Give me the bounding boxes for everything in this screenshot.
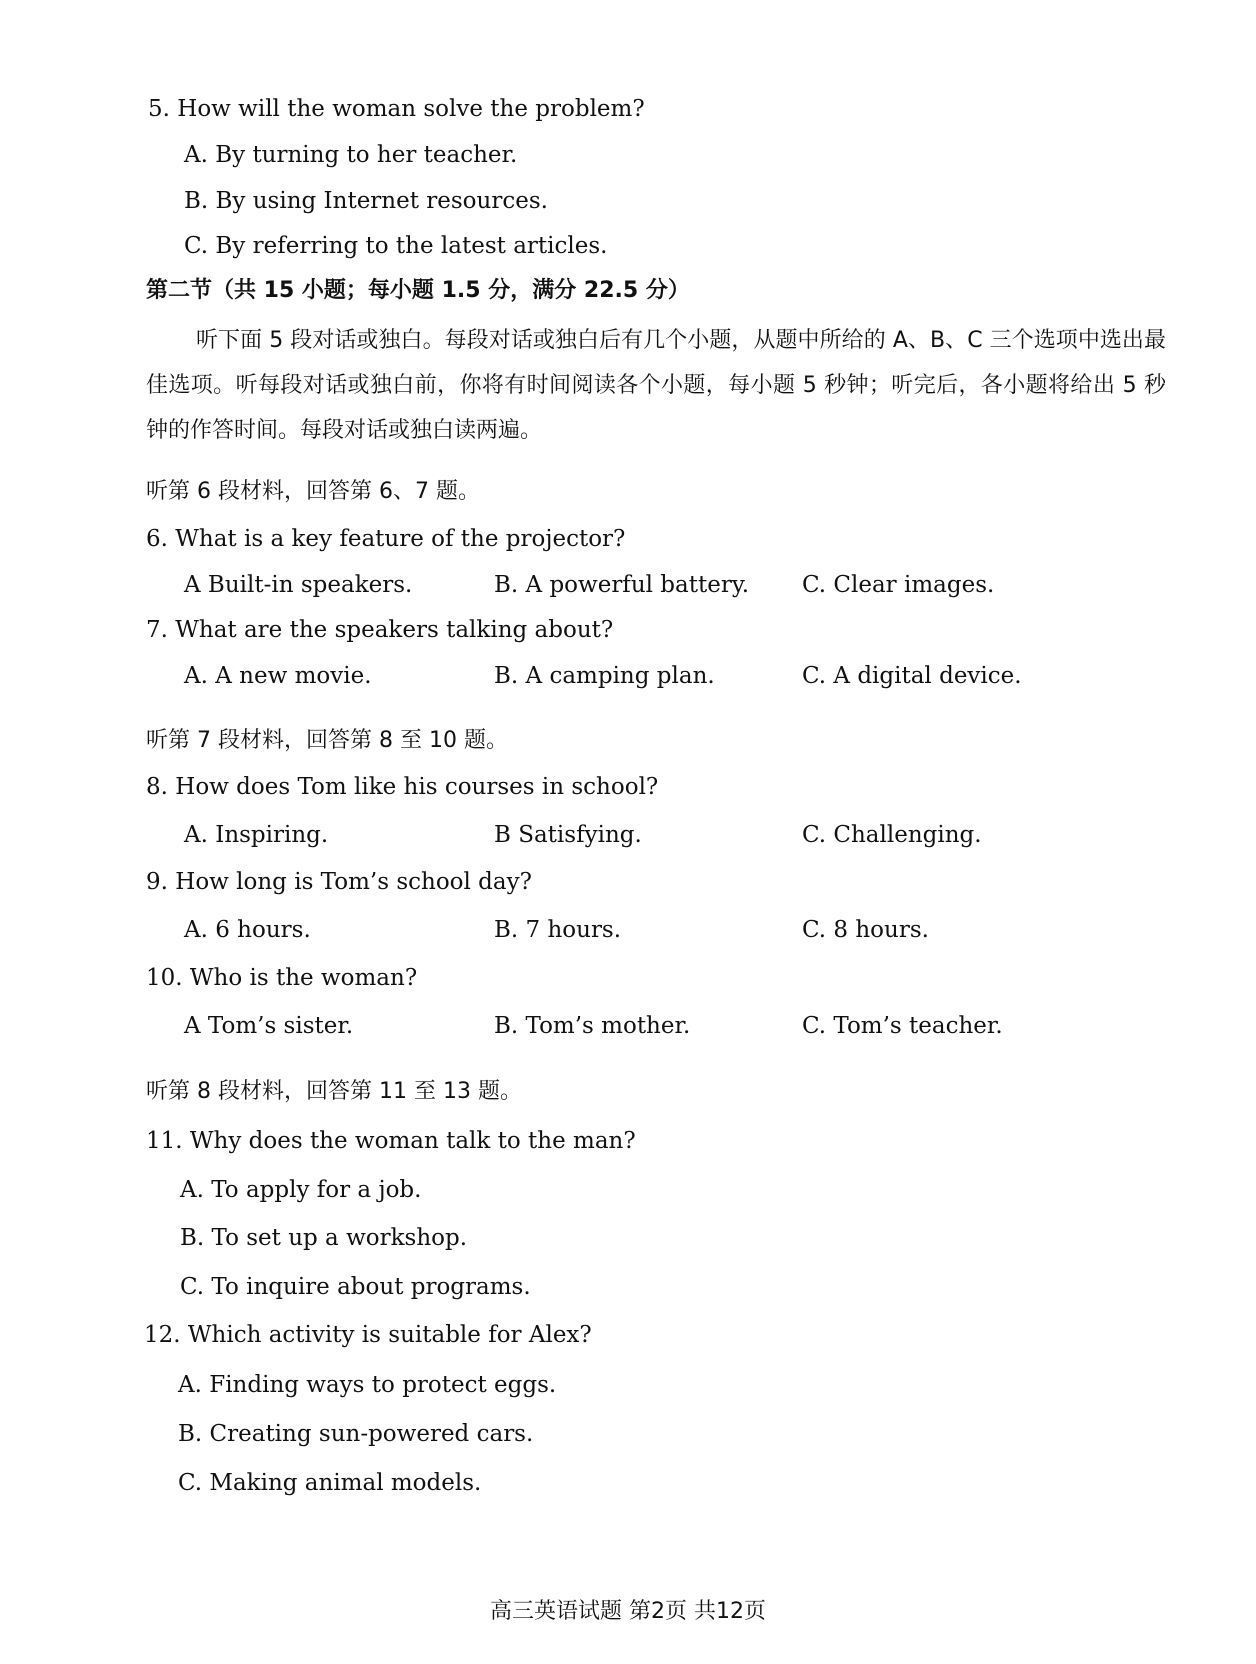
question-12-option-b: B. Creating sun-powered cars. [178,1421,534,1447]
question-12-option-c: C. Making animal models. [178,1470,482,1496]
question-5-option-c: C. By referring to the latest articles. [184,233,608,259]
question-9-option-c: C. 8 hours. [802,917,929,943]
material-6-intro: 听第 6 段材料，回答第 6、7 题。 [146,479,480,504]
section-2-heading: 第二节（共 15 小题；每小题 1.5 分，满分 22.5 分） [146,278,690,303]
question-6-option-a: A Built-in speakers. [184,572,413,598]
question-11-option-c: C. To inquire about programs. [180,1274,531,1300]
question-8-option-b: B Satisfying. [494,822,642,848]
question-12-stem: 12. Which activity is suitable for Alex? [144,1322,592,1348]
question-7-option-c: C. A digital device. [802,663,1022,689]
question-5-stem: 5. How will the woman solve the problem? [148,96,645,122]
question-9-option-a: A. 6 hours. [184,917,311,943]
question-11-option-a: A. To apply for a job. [180,1177,422,1203]
material-7-intro: 听第 7 段材料，回答第 8 至 10 题。 [146,728,508,753]
question-7-option-b: B. A camping plan. [494,663,715,689]
question-9-option-b: B. 7 hours. [494,917,622,943]
question-9-stem: 9. How long is Tom’s school day? [146,869,532,895]
question-6-option-c: C. Clear images. [802,572,995,598]
question-7-stem: 7. What are the speakers talking about? [146,617,614,643]
question-10-option-c: C. Tom’s teacher. [802,1013,1003,1039]
question-6-stem: 6. What is a key feature of the projector? [146,526,626,552]
question-6-option-b: B. A powerful battery. [494,572,750,598]
question-5-option-a: A. By turning to her teacher. [184,142,518,168]
question-12-option-a: A. Finding ways to protect eggs. [178,1372,557,1398]
question-10-option-b: B. Tom’s mother. [494,1013,691,1039]
question-5-option-b: B. By using Internet resources. [184,188,548,214]
page-footer: 高三英语试题 第2页 共12页 [490,1599,766,1624]
question-11-option-b: B. To set up a workshop. [180,1225,468,1251]
material-8-intro: 听第 8 段材料，回答第 11 至 13 题。 [146,1079,522,1104]
section-2-instructions: 听下面 5 段对话或独白。每段对话或独白后有几个小题，从题中所给的 A、B、C 三个选项中选出最佳选项。听每段对话或独白前，你将有时间阅读各个小题，每小题 5 秒钟；听完后，各小题将给出 5 秒钟的作答时间。每段对话或独白读两遍。 [146,328,1166,443]
question-7-option-a: A. A new movie. [184,663,372,689]
question-8-option-c: C. Challenging. [802,822,982,848]
question-8-stem: 8. How does Tom like his courses in school? [146,774,659,800]
question-8-option-a: A. Inspiring. [184,822,329,848]
question-11-stem: 11. Why does the woman talk to the man? [146,1128,636,1154]
question-10-stem: 10. Who is the woman? [146,965,418,991]
question-10-option-a: A Tom’s sister. [184,1013,354,1039]
